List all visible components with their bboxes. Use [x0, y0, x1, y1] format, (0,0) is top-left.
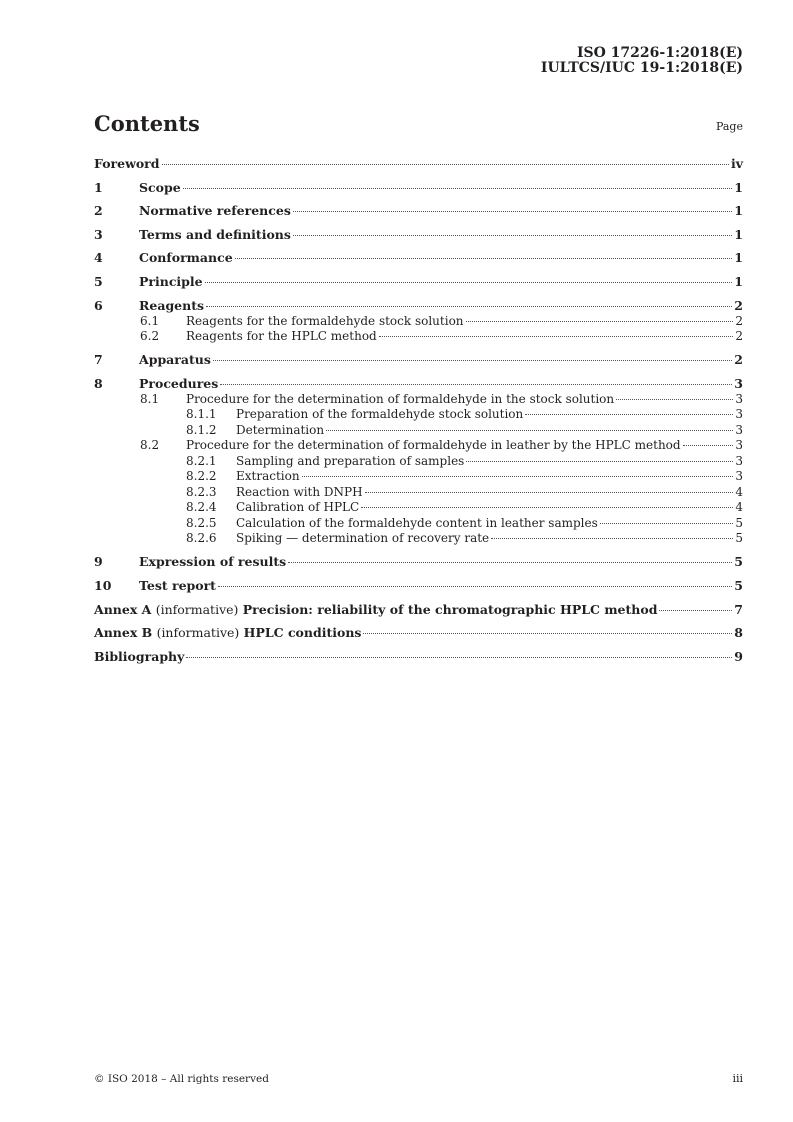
- toc-entry-page: 4: [735, 484, 743, 499]
- toc-entry-page: 1: [734, 226, 743, 242]
- page-title: Contents: [94, 111, 200, 136]
- toc-entry-number: 8: [94, 375, 103, 391]
- toc-entry-number: 8.2.5: [186, 515, 217, 530]
- toc-entry-title: Preparation of the formaldehyde stock solution: [236, 407, 524, 422]
- toc-entry-title: Determination: [236, 422, 325, 437]
- toc-entry-section-8-2-4[interactable]: [94, 500, 743, 516]
- toc-entry-title: Apparatus: [139, 352, 211, 368]
- toc-entry-title: Reagents: [139, 297, 205, 313]
- toc-entry-section-6-1[interactable]: [94, 314, 743, 330]
- dot-leader: [525, 414, 733, 415]
- toc-entry-page: 5: [735, 515, 743, 530]
- toc-entry-page: 7: [734, 601, 743, 617]
- dot-leader: [293, 211, 732, 212]
- dot-leader: [186, 657, 732, 658]
- toc-entry-number: 6.2: [140, 329, 160, 344]
- toc-entry-page: 9: [734, 648, 743, 664]
- toc-entry-section-8-2-2[interactable]: [94, 469, 743, 485]
- dot-leader: [466, 321, 734, 322]
- page-number: iii: [732, 1072, 743, 1085]
- dot-leader: [365, 492, 734, 493]
- dot-leader: [466, 461, 733, 462]
- annex-type: (informative): [155, 601, 239, 617]
- toc-entry-title: HPLC conditions: [243, 625, 362, 641]
- toc-entry-page: 3: [735, 422, 743, 437]
- toc-entry-page: iv: [730, 156, 743, 171]
- toc-entry-annex-a[interactable]: [94, 602, 743, 618]
- dot-leader: [616, 399, 733, 400]
- toc-entry-page: 5: [734, 577, 743, 593]
- toc-entry-page: 2: [735, 313, 743, 328]
- toc-entry-page: 4: [735, 500, 743, 515]
- dot-leader: [206, 306, 732, 307]
- dot-leader: [361, 507, 733, 508]
- toc-entry-title: Scope: [139, 179, 181, 195]
- toc-entry-title: Procedure for the determination of formaldehyde in leather by the HPLC method: [186, 438, 681, 453]
- toc-entry-title: Normative references: [139, 203, 291, 219]
- toc-entry-number: 6: [94, 297, 103, 313]
- dot-leader: [491, 538, 733, 539]
- toc-entry-number: 8.2.6: [186, 531, 217, 546]
- toc-entry-title: Sampling and preparation of samples: [236, 453, 465, 468]
- toc-entry-section-10[interactable]: [94, 578, 743, 594]
- toc-entry-section-6[interactable]: [94, 298, 743, 314]
- dot-leader: [235, 258, 733, 259]
- toc-entry-bibliography[interactable]: [94, 649, 743, 665]
- iso-number: ISO 17226-1:2018(E): [576, 45, 743, 61]
- toc-entry-title: Reaction with DNPH: [236, 484, 363, 499]
- toc-entry-section-8-2-3[interactable]: [94, 485, 743, 501]
- iultcs-number: IULTCS/IUC 19-1:2018(E): [540, 60, 743, 76]
- toc-entry-page: 1: [734, 203, 743, 219]
- toc-entry-section-2[interactable]: [94, 203, 743, 219]
- toc-entry-page: 1: [734, 250, 743, 266]
- toc-entry-title: Test report: [139, 577, 216, 593]
- toc-entry-title: Expression of results: [139, 554, 287, 570]
- toc-entry-page: 1: [734, 179, 743, 195]
- dot-leader: [326, 430, 733, 431]
- dot-leader: [183, 188, 733, 189]
- dot-leader: [213, 360, 732, 361]
- toc-entry-page: 8: [734, 625, 743, 641]
- toc-entry-title: Calibration of HPLC: [236, 500, 360, 515]
- dot-leader: [205, 282, 733, 283]
- toc-entry-section-8-1[interactable]: [94, 392, 743, 408]
- toc-entry-section-9[interactable]: [94, 554, 743, 570]
- copyright-notice: © ISO 2018 – All rights reserved: [94, 1073, 269, 1085]
- toc-entry-annex-b[interactable]: [94, 625, 743, 641]
- toc-entry-number: 8.1: [140, 391, 160, 406]
- dot-leader: [363, 633, 732, 634]
- toc-entry-page: 3: [735, 438, 743, 453]
- dot-leader: [293, 235, 732, 236]
- toc-entry-number: 8.2.3: [186, 484, 217, 499]
- dot-leader: [220, 384, 732, 385]
- dot-leader: [683, 445, 734, 446]
- toc-entry-foreword[interactable]: [94, 156, 743, 172]
- toc-entry-title: Extraction: [236, 469, 300, 484]
- toc-entry-page: 2: [735, 329, 743, 344]
- toc-entry-page: 3: [735, 391, 743, 406]
- toc-entry-number: 7: [94, 352, 103, 368]
- toc-entry-page: 5: [734, 554, 743, 570]
- toc-entry-title: Precision: reliability of the chromatographic HPLC method: [242, 601, 658, 617]
- dot-leader: [218, 586, 732, 587]
- toc-entry-number: 6.1: [140, 313, 160, 328]
- toc-entry-section-8-2-5[interactable]: [94, 516, 743, 532]
- document-identifier: [541, 46, 743, 76]
- toc-entry-title: Reagents for the formaldehyde stock solution: [186, 313, 464, 328]
- toc-entry-number: 8.2.2: [186, 469, 217, 484]
- toc-entry-page: 3: [735, 407, 743, 422]
- toc-entry-section-6-2[interactable]: [94, 329, 743, 345]
- toc-entry-section-1[interactable]: [94, 180, 743, 196]
- toc-entry-section-8-2-6[interactable]: [94, 531, 743, 547]
- toc-entry-number: 3: [94, 226, 103, 242]
- toc-entry-section-8[interactable]: [94, 376, 743, 392]
- toc-entry-section-8-1-1[interactable]: [94, 407, 743, 423]
- toc-entry-page: 3: [735, 453, 743, 468]
- toc-entry-section-4[interactable]: [94, 250, 743, 266]
- toc-entry-title: Procedure for the determination of formaldehyde in the stock solution: [186, 391, 615, 406]
- toc-entry-section-8-2[interactable]: [94, 438, 743, 454]
- page-column-label: Page: [715, 120, 743, 133]
- toc-entry-page: 3: [734, 375, 743, 391]
- toc-entry-number: 8.1.1: [186, 407, 217, 422]
- toc-entry-number: 10: [94, 577, 112, 593]
- toc-entry-page: 2: [734, 297, 743, 313]
- toc-entry-page: 3: [735, 469, 743, 484]
- toc-entry-page: 2: [734, 352, 743, 368]
- toc-entry-number: 8.2: [140, 438, 160, 453]
- annex-type: (informative): [156, 625, 240, 641]
- toc-entry-page: 1: [734, 273, 743, 289]
- toc-entry-page: 5: [735, 531, 743, 546]
- toc-entry-number: 9: [94, 554, 103, 570]
- contents-header: [94, 112, 743, 138]
- dot-leader: [379, 336, 734, 337]
- toc-entry-number: 8.2.4: [186, 500, 217, 515]
- toc-entry-title: Principle: [139, 273, 203, 289]
- toc-entry-section-7[interactable]: [94, 352, 743, 368]
- toc-entry-title: Calculation of the formaldehyde content in leather samples: [236, 515, 598, 530]
- dot-leader: [302, 476, 734, 477]
- toc-entry-title: Bibliography: [94, 648, 185, 664]
- annex-label: Annex A: [94, 601, 152, 617]
- dot-leader: [162, 164, 729, 165]
- toc-entry-title: Spiking — determination of recovery rate: [236, 531, 490, 546]
- toc-entry-number: 2: [94, 203, 103, 219]
- dot-leader: [659, 610, 732, 611]
- toc-entry-title: Terms and definitions: [139, 226, 291, 242]
- toc-entry-section-3[interactable]: [94, 227, 743, 243]
- toc-entry-title: Procedures: [139, 375, 219, 391]
- table-of-contents: [94, 156, 743, 665]
- toc-entry-section-8-2-1[interactable]: [94, 454, 743, 470]
- dot-leader: [288, 562, 732, 563]
- dot-leader: [600, 523, 734, 524]
- toc-entry-section-5[interactable]: [94, 274, 743, 290]
- toc-entry-number: 1: [94, 179, 103, 195]
- toc-entry-number: 8.2.1: [186, 453, 217, 468]
- toc-entry-number: 5: [94, 273, 103, 289]
- toc-entry-title: Conformance: [139, 250, 233, 266]
- toc-entry-number: 8.1.2: [186, 422, 217, 437]
- toc-entry-section-8-1-2[interactable]: [94, 423, 743, 439]
- annex-label: Annex B: [94, 625, 153, 641]
- toc-entry-title: Reagents for the HPLC method: [186, 329, 377, 344]
- toc-entry-number: 4: [94, 250, 103, 266]
- toc-entry-title: Foreword: [94, 156, 160, 171]
